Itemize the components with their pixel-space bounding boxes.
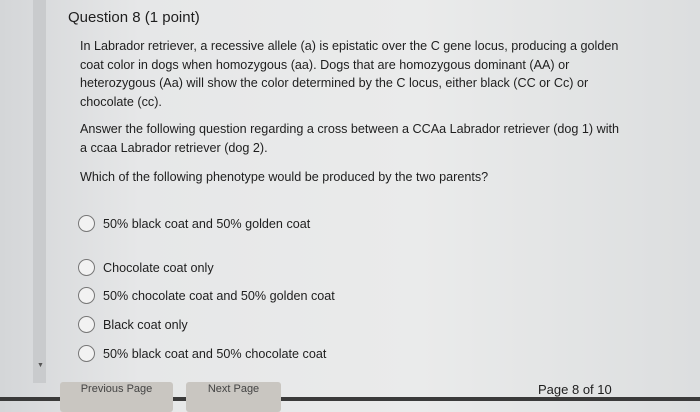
radio-button[interactable] — [78, 215, 95, 232]
next-page-button[interactable]: Next Page — [186, 382, 281, 412]
question-prompt: Which of the following phenotype would be produced by the two parents? — [80, 170, 489, 184]
option-2[interactable] — [78, 259, 214, 276]
radio-button[interactable] — [78, 287, 95, 304]
radio-button[interactable] — [78, 259, 95, 276]
scroll-down-icon[interactable]: ▼ — [37, 362, 44, 369]
option-5[interactable] — [78, 345, 326, 362]
option-label: Chocolate coat only — [103, 260, 214, 275]
question-title: Question 8 (1 point) — [68, 9, 200, 26]
option-3[interactable] — [78, 287, 335, 304]
option-1[interactable] — [78, 215, 310, 232]
radio-button[interactable] — [78, 345, 95, 362]
option-label: 50% black coat and 50% golden coat — [103, 216, 311, 231]
question-points: (1 point) — [144, 9, 200, 26]
question-description: In Labrador retriever, a recessive allele (a) is epistatic over the C gene locus, producing a golden coat color in dogs when homozygous (aa). Dogs that are homozygous dominant (AA) or heterozygous (Aa) will show the color determined by the C locus, either black (CC or Cc) or chocolate (cc). — [80, 39, 619, 109]
option-4[interactable] — [78, 316, 188, 333]
radio-button[interactable] — [78, 316, 95, 333]
option-label: 50% chocolate coat and 50% golden coat — [103, 288, 335, 303]
option-label: Black coat only — [103, 317, 188, 332]
page-indicator: Page 8 of 10 — [538, 382, 612, 397]
option-label: 50% black coat and 50% chocolate coat — [103, 346, 327, 361]
question-instruction: Answer the following question regarding a cross between a CCAa Labrador retriever (dog 1) with a ccaa Labrador retriever (dog 2). — [80, 122, 620, 155]
previous-page-button[interactable]: Previous Page — [60, 382, 173, 412]
sidebar-scrollbar[interactable] — [33, 0, 46, 383]
